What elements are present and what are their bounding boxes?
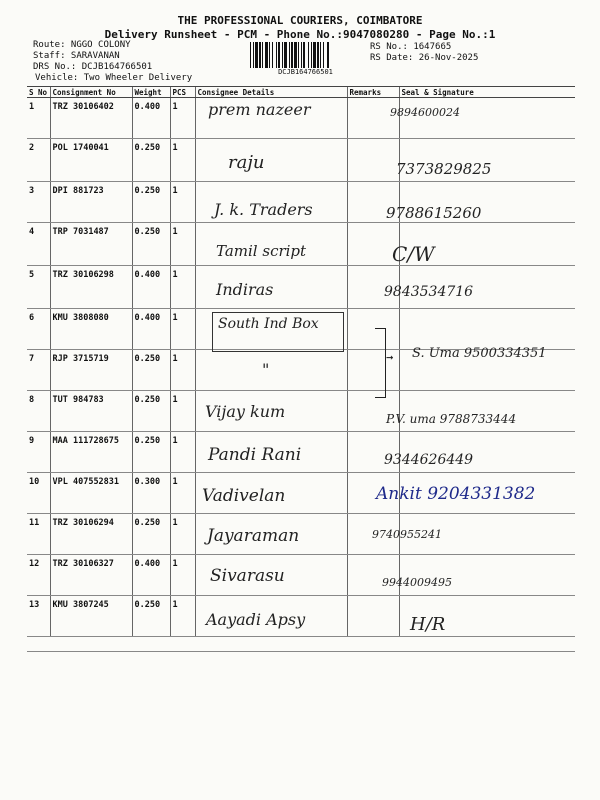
cell-sno: 8 <box>27 391 50 432</box>
barcode-bar <box>320 42 321 68</box>
route-label: Route: NGGO COLONY <box>33 40 131 50</box>
barcode-bar <box>313 42 316 68</box>
cell-consignee <box>195 514 347 555</box>
consignee-handwriting: Sivarasu <box>210 566 285 586</box>
cell-weight: 0.400 <box>132 309 170 350</box>
cell-sno: 12 <box>27 555 50 596</box>
cell-signature <box>399 514 575 555</box>
barcode-bar <box>282 42 283 68</box>
cell-weight: 0.250 <box>132 432 170 473</box>
bracket-mark <box>375 328 386 398</box>
cell-sno: 3 <box>27 182 50 223</box>
cell-sno: 1 <box>27 98 50 139</box>
barcode-bar <box>284 42 287 68</box>
cell-sno: 5 <box>27 266 50 309</box>
cell-consignee <box>195 473 347 514</box>
signature-handwriting: 9788615260 <box>386 204 482 222</box>
barcode-bar <box>276 42 277 68</box>
cell-pcs: 1 <box>170 309 195 350</box>
signature-handwriting: 7373829825 <box>396 160 492 178</box>
cell-sno: 13 <box>27 596 50 637</box>
cell-consignment: TUT 984783 <box>50 391 132 432</box>
staff-label: Staff: SARAVANAN <box>33 51 120 61</box>
cell-signature <box>399 596 575 637</box>
cell-consignee <box>195 182 347 223</box>
cell-consignment: KMU 3808080 <box>50 309 132 350</box>
cell-consignment: TRZ 30106402 <box>50 98 132 139</box>
table-row <box>27 555 575 596</box>
cell-weight: 0.300 <box>132 473 170 514</box>
cell-signature <box>399 182 575 223</box>
col-consignee: Consignee Details <box>195 87 347 98</box>
cell-consignee <box>195 596 347 637</box>
cell-consignee <box>195 555 347 596</box>
cell-remarks <box>347 266 399 309</box>
consignee-handwriting: Jayaraman <box>207 526 300 546</box>
barcode-bar <box>259 42 261 68</box>
signature-handwriting: C/W <box>392 242 435 266</box>
col-remarks: Remarks <box>347 87 399 98</box>
table-row <box>27 139 575 182</box>
cell-signature <box>399 98 575 139</box>
barcode-bar <box>272 42 273 68</box>
cell-signature <box>399 473 575 514</box>
table-row <box>27 473 575 514</box>
cell-weight: 0.250 <box>132 514 170 555</box>
consignee-handwriting: J. k. Traders <box>214 200 313 219</box>
barcode-bar <box>317 42 319 68</box>
barcode-bar <box>323 42 324 68</box>
cell-pcs: 1 <box>170 98 195 139</box>
cell-signature <box>399 555 575 596</box>
consignee-handwriting: Pandi Rani <box>208 445 302 465</box>
cell-consignment: VPL 407552831 <box>50 473 132 514</box>
cell-pcs: 1 <box>170 473 195 514</box>
col-consignment: Consignment No <box>50 87 132 98</box>
cell-weight: 0.250 <box>132 391 170 432</box>
cell-consignee <box>195 266 347 309</box>
cell-remarks <box>347 391 399 432</box>
cell-weight: 0.250 <box>132 596 170 637</box>
consignee-handwriting: prem nazeer <box>208 100 311 119</box>
table-header-row <box>27 87 575 98</box>
barcode-bar <box>291 42 293 68</box>
barcode-bar <box>262 42 263 68</box>
signature-handwriting: S. Uma 9500334351 <box>412 346 547 361</box>
cell-signature <box>399 139 575 182</box>
barcode-bar <box>278 42 280 68</box>
barcode-bar <box>269 42 270 68</box>
barcode-bar <box>289 42 290 68</box>
bottom-line <box>27 651 575 652</box>
cell-pcs: 1 <box>170 350 195 391</box>
cell-sno: 7 <box>27 350 50 391</box>
box-mark <box>212 312 344 352</box>
barcode-text: DCJB164766501 <box>278 68 333 76</box>
col-sno: S No <box>27 87 50 98</box>
cell-remarks <box>347 432 399 473</box>
table-row <box>27 98 575 139</box>
cell-remarks <box>347 223 399 266</box>
cell-weight: 0.250 <box>132 350 170 391</box>
cell-signature <box>399 266 575 309</box>
cell-pcs: 1 <box>170 514 195 555</box>
table-row <box>27 432 575 473</box>
barcode-bar <box>265 42 268 68</box>
drs-label: DRS No.: DCJB164766501 <box>33 62 153 72</box>
cell-sno: 6 <box>27 309 50 350</box>
cell-signature <box>399 309 575 350</box>
cell-pcs: 1 <box>170 139 195 182</box>
cell-weight: 0.250 <box>132 139 170 182</box>
cell-weight: 0.400 <box>132 266 170 309</box>
signature-handwriting: H/R <box>410 614 446 635</box>
table-row <box>27 182 575 223</box>
consignee-handwriting: Vadivelan <box>202 486 286 506</box>
cell-sno: 4 <box>27 223 50 266</box>
cell-remarks <box>347 182 399 223</box>
cell-consignment: MAA 111728675 <box>50 432 132 473</box>
table-row <box>27 266 575 309</box>
cell-consignee <box>195 432 347 473</box>
barcode-bar <box>298 42 299 68</box>
cell-signature <box>399 350 575 391</box>
cell-consignment: KMU 3807245 <box>50 596 132 637</box>
cell-consignee <box>195 350 347 391</box>
cell-consignment: TRZ 30106294 <box>50 514 132 555</box>
cell-consignment: TRZ 30106298 <box>50 266 132 309</box>
cell-consignment: TRZ 30106327 <box>50 555 132 596</box>
signature-handwriting: 9894600024 <box>390 106 460 119</box>
cell-sno: 9 <box>27 432 50 473</box>
cell-pcs: 1 <box>170 391 195 432</box>
cell-consignee <box>195 98 347 139</box>
barcode-bar <box>294 42 297 68</box>
arrow-mark: → <box>386 350 394 364</box>
cell-consignment: POL 1740041 <box>50 139 132 182</box>
cell-consignment: DPI 881723 <box>50 182 132 223</box>
table-row <box>27 391 575 432</box>
cell-pcs: 1 <box>170 223 195 266</box>
cell-pcs: 1 <box>170 182 195 223</box>
signature-handwriting: Ankit 9204331382 <box>376 484 536 504</box>
cell-sno: 11 <box>27 514 50 555</box>
cell-weight: 0.250 <box>132 182 170 223</box>
cell-signature <box>399 432 575 473</box>
cell-weight: 0.400 <box>132 555 170 596</box>
consignee-handwriting: " <box>262 360 270 379</box>
signature-handwriting: 9344626449 <box>384 452 474 468</box>
barcode-bar <box>253 42 254 68</box>
cell-pcs: 1 <box>170 596 195 637</box>
cell-remarks <box>347 139 399 182</box>
cell-consignment: TRP 7031487 <box>50 223 132 266</box>
table-row <box>27 514 575 555</box>
consignee-handwriting: South Ind Box <box>218 316 319 332</box>
table-row <box>27 223 575 266</box>
cell-pcs: 1 <box>170 432 195 473</box>
barcode-bar <box>327 42 329 68</box>
cell-sno: 2 <box>27 139 50 182</box>
cell-remarks <box>347 514 399 555</box>
rs-date: RS Date: 26-Nov-2025 <box>370 53 479 63</box>
col-signature: Seal & Signature <box>399 87 575 98</box>
consignee-handwriting: raju <box>228 152 265 173</box>
signature-handwriting: 9843534716 <box>384 284 474 300</box>
cell-remarks <box>347 555 399 596</box>
signature-handwriting: 9740955241 <box>372 528 442 541</box>
col-pcs: PCS <box>170 87 195 98</box>
cell-pcs: 1 <box>170 266 195 309</box>
cell-remarks <box>347 309 399 350</box>
consignee-handwriting: Vijay kum <box>205 402 286 421</box>
cell-pcs: 1 <box>170 555 195 596</box>
cell-sno: 10 <box>27 473 50 514</box>
cell-remarks <box>347 596 399 637</box>
cell-remarks <box>347 98 399 139</box>
cell-consignee <box>195 391 347 432</box>
cell-weight: 0.250 <box>132 223 170 266</box>
barcode-bar <box>303 42 305 68</box>
table-row <box>27 350 575 391</box>
cell-signature <box>399 223 575 266</box>
cell-consignment: RJP 3715719 <box>50 350 132 391</box>
company-title: THE PROFESSIONAL COURIERS, COIMBATORE <box>177 14 423 27</box>
cell-weight: 0.400 <box>132 98 170 139</box>
consignee-handwriting: Aayadi Apsy <box>206 610 306 629</box>
barcode-bar <box>255 42 258 68</box>
vehicle-label: Vehicle: Two Wheeler Delivery <box>35 73 193 83</box>
table-row <box>27 596 575 637</box>
cell-signature <box>399 391 575 432</box>
cell-consignee <box>195 223 347 266</box>
cell-remarks <box>347 473 399 514</box>
signature-handwriting: P.V. uma 9788733444 <box>386 412 517 426</box>
col-weight: Weight <box>132 87 170 98</box>
consignee-handwriting: Tamil script <box>216 242 307 260</box>
signature-handwriting: 9944009495 <box>382 576 452 589</box>
barcode-image <box>248 42 363 68</box>
cell-consignee <box>195 139 347 182</box>
runsheet-title: Delivery Runsheet - PCM - Phone No.:9047080280 - Page No.:1 <box>104 28 496 41</box>
rs-number: RS No.: 1647665 <box>370 42 452 52</box>
consignee-handwriting: Indiras <box>216 280 274 299</box>
runsheet-table <box>27 86 575 637</box>
barcode-bar <box>301 42 302 68</box>
barcode-bar <box>308 42 309 68</box>
barcode-bar <box>250 42 251 68</box>
barcode-bar <box>311 42 312 68</box>
